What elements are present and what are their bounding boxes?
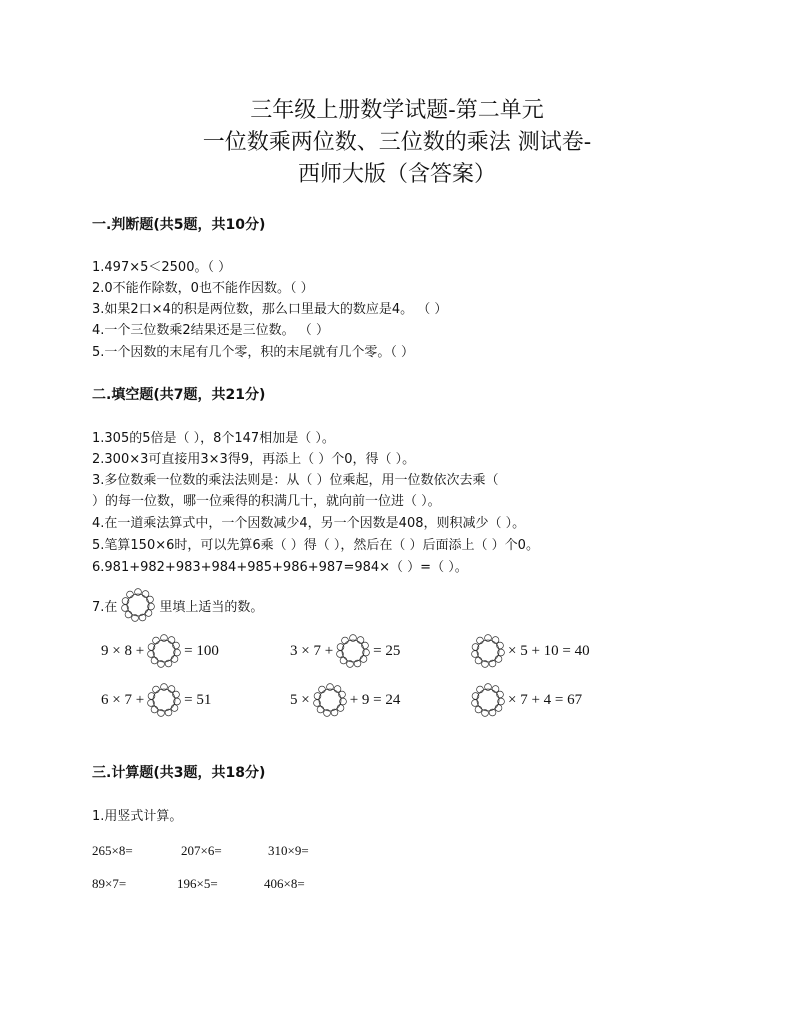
section2-item-2: 2.300×3可直接用3×3得9，再添上（ ）个0，得（ ）。 [92,452,416,467]
equation-1 [101,634,219,668]
section1-item-4: 4.一个三位数乘2结果还是三位数。 （ ） [92,323,329,338]
section2-item-6: 6.981+982+983+984+985+986+987=984×（ ）=（ ）。 [92,560,468,575]
flower-blank-icon[interactable] [471,634,505,668]
calc-2: 207×6= [181,843,222,858]
equation-5-left: 5 × [290,691,310,708]
equation-3 [468,634,590,668]
calc-4: 89×7= [92,876,127,891]
equation-5-right: + 9 = 24 [349,691,401,708]
equation-4 [101,683,211,717]
section1-item-5: 5.一个因数的末尾有几个零，积的末尾就有几个零。（ ） [92,345,415,360]
calc-1: 265×8= [92,843,133,858]
equation-2-right: = 25 [373,642,401,659]
section2-item-3-cont: ）的每一位数，哪一位乘得的积满几十，就向前一位进（ ）。 [92,494,441,509]
equation-6-right: × 7 + 4 = 67 [508,691,583,708]
page-title-line1: 三年级上册数学试题-第二单元 [250,98,544,123]
section2-item-4: 4.在一道乘法算式中，一个因数减少4，另一个因数是408，则积减少（ ）。 [92,516,526,531]
calc-5: 196×5= [177,876,218,891]
flower-blank-icon[interactable] [147,634,181,668]
equation-4-right: = 51 [184,691,212,708]
calc-6: 406×8= [264,876,305,891]
section1-item-3: 3.如果2口×4的积是两位数，那么口里最大的数应是4。 （ ） [92,302,448,317]
equation-4-left: 6 × 7 + [101,691,145,708]
equation-6 [468,683,582,717]
section2-item-7 [92,588,263,622]
equation-1-left: 9 × 8 + [101,642,145,659]
section1-item-2: 2.0不能作除数，0也不能作因数。（ ） [92,281,314,296]
q7-suffix: 里填上适当的数。 [159,599,264,615]
equation-3-right: × 5 + 10 = 40 [508,642,590,659]
flower-blank-icon[interactable] [147,683,181,717]
equation-2 [290,634,400,668]
section2-item-1: 1.305的5倍是（ ），8个147相加是（ ）。 [92,431,335,446]
section2-item-5: 5.笔算150×6时，可以先算6乘（ ）得（ ），然后在（ ）后面添上（ ）个0。 [92,538,539,553]
section2-item-3: 3.多位数乘一位数的乘法法则是：从（ ）位乘起，用一位数依次去乘（ [92,473,499,488]
section1-item-1: 1.497×5＜2500。（ ） [92,260,232,275]
page-title-line3: 西师大版（含答案） [297,162,496,187]
equation-2-left: 3 × 7 + [290,642,334,659]
equation-1-right: = 100 [184,642,219,659]
flower-blank-icon[interactable] [313,683,347,717]
section2-heading: 二.填空题(共7题，共21分) [92,387,266,403]
section3-heading: 三.计算题(共3题，共18分) [92,765,266,781]
calc-3: 310×9= [268,843,309,858]
equation-5 [290,683,400,717]
section3-item-1: 1.用竖式计算。 [92,809,183,824]
flower-blank-icon[interactable] [336,634,370,668]
section1-heading: 一.判断题(共5题，共10分) [92,217,266,233]
flower-blank-icon[interactable] [471,683,505,717]
flower-blank-icon [121,588,155,622]
page-title-line2: 一位数乘两位数、三位数的乘法 测试卷- [202,130,592,155]
q7-prefix: 7.在 [92,599,118,615]
